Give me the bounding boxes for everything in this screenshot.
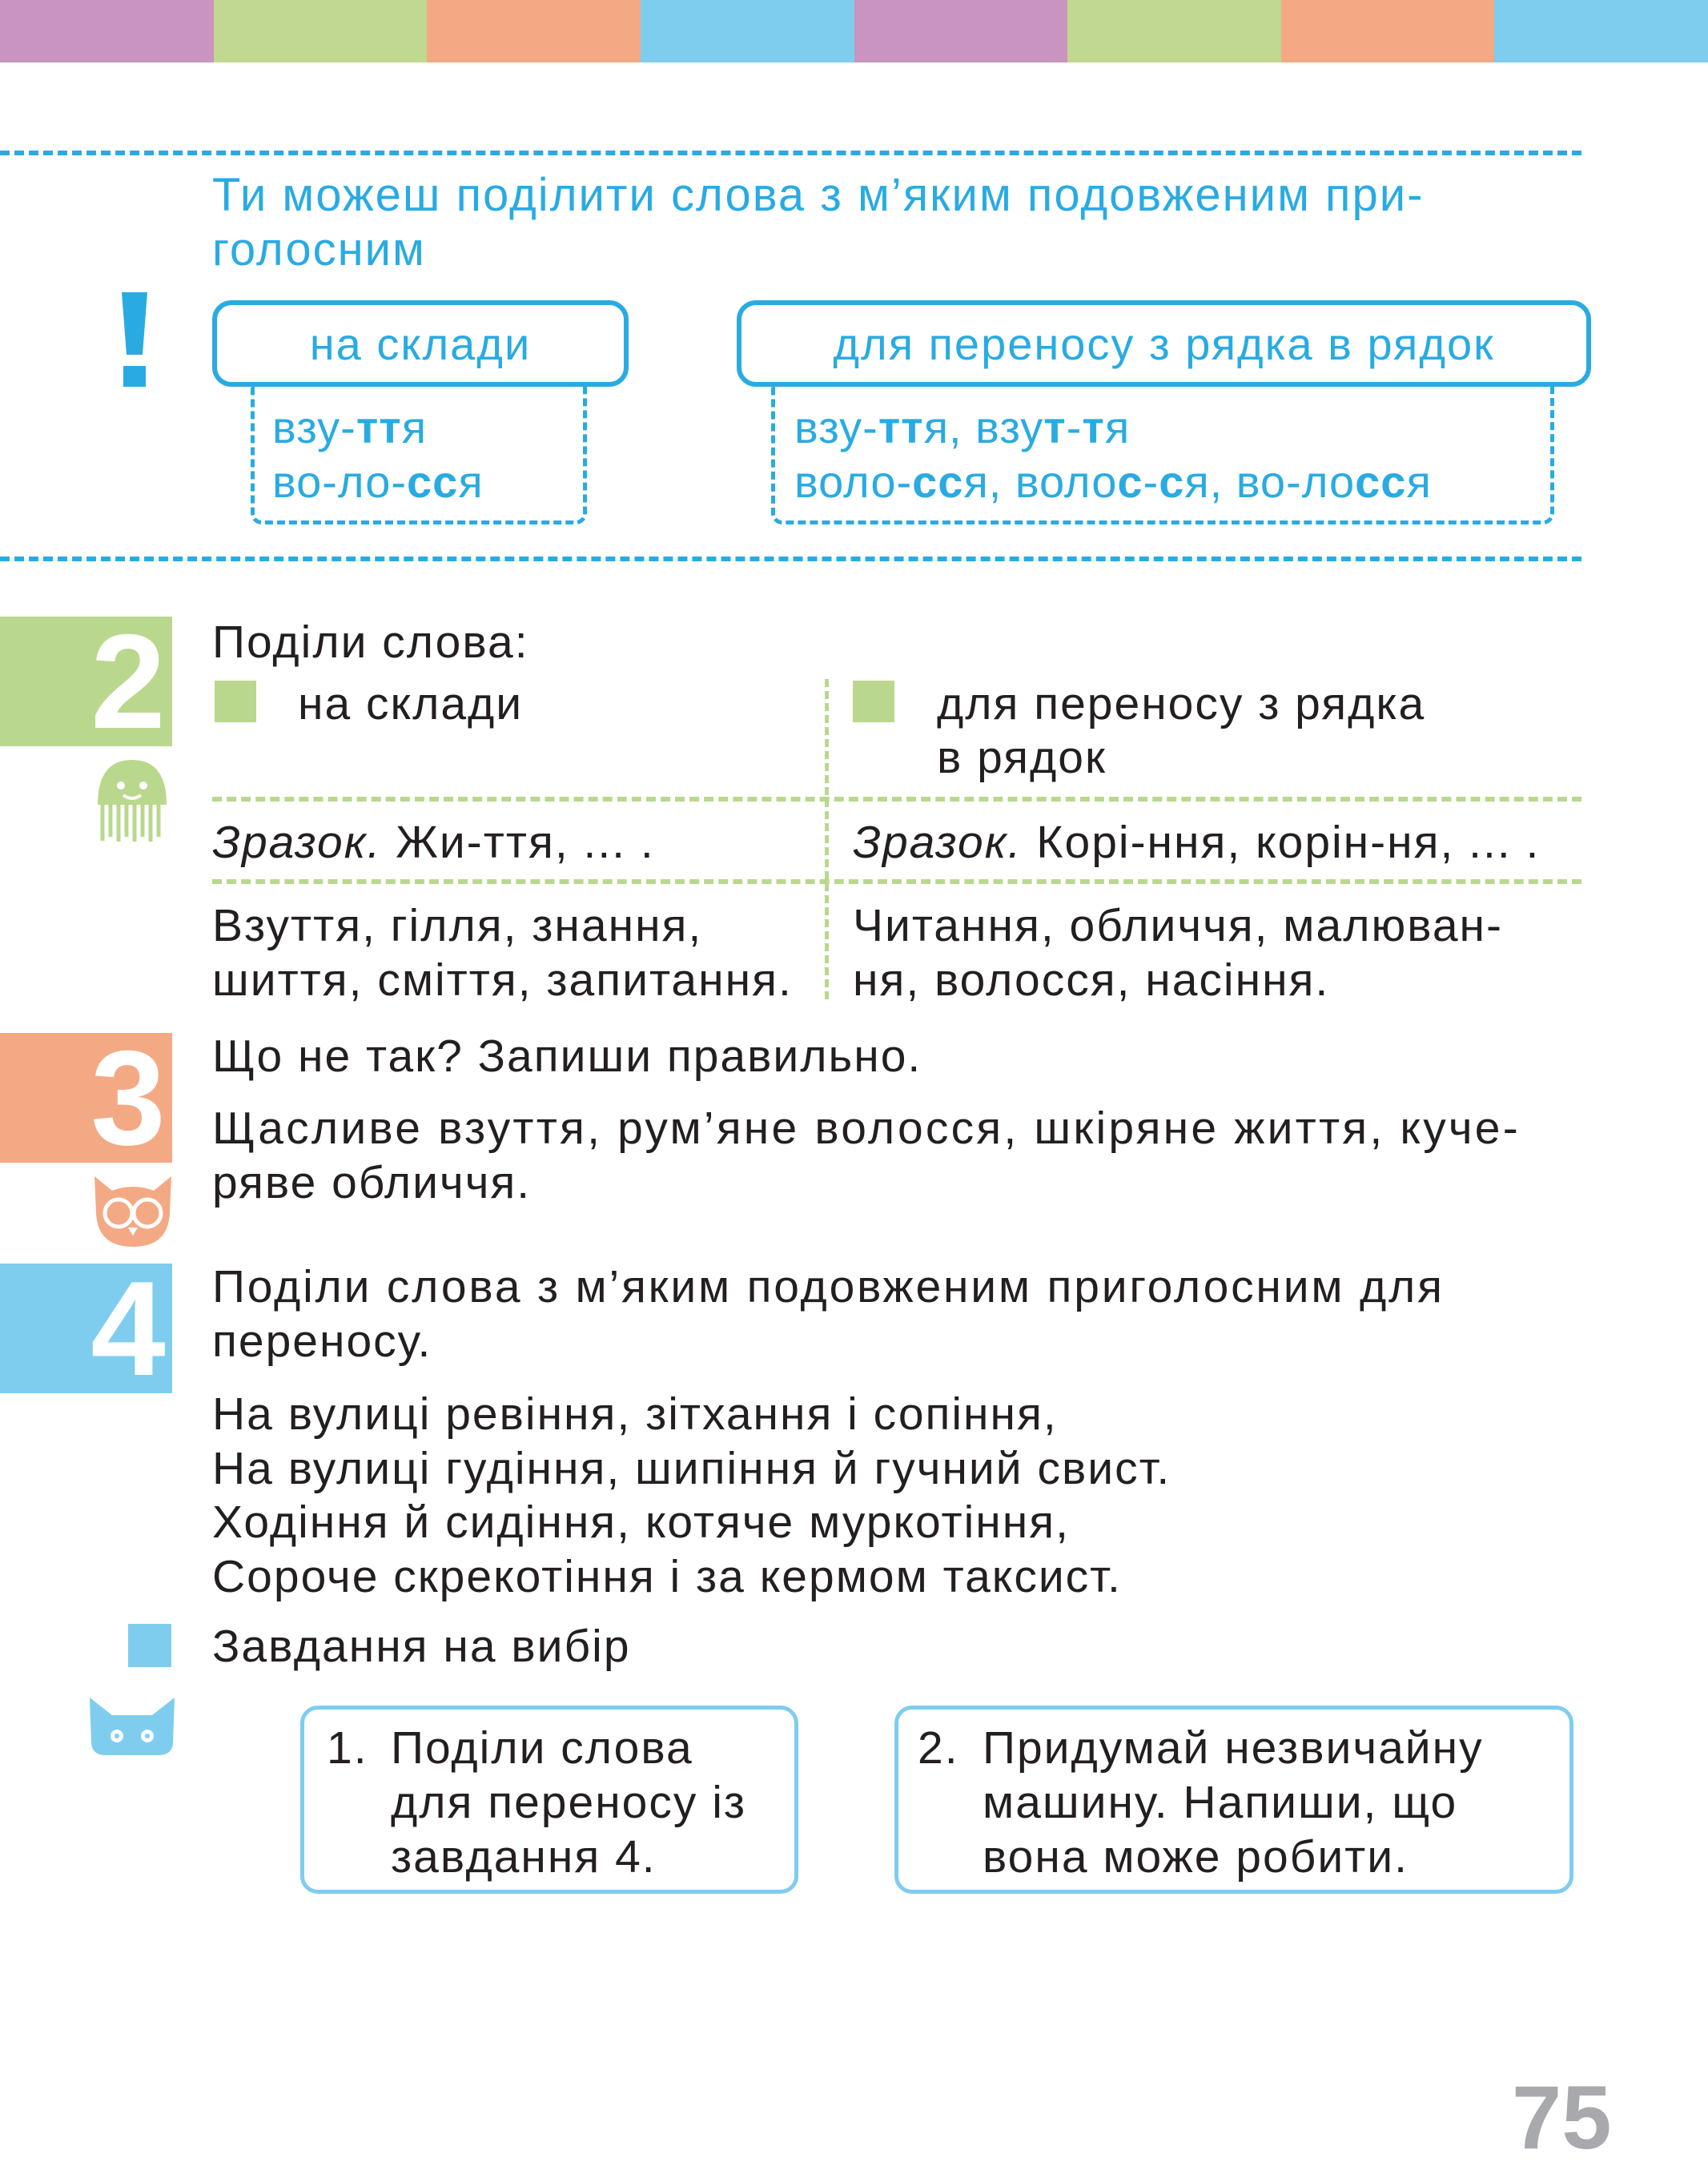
syllables-pill-label: на склади	[309, 318, 532, 369]
rule-bottom-border	[0, 557, 1581, 561]
task-2-right-words: ня, волосся, насіння.	[853, 954, 1330, 1006]
task-2-right-header: для переносу з рядка	[937, 678, 1426, 729]
rule-text-line: голосним	[212, 223, 426, 275]
option-text: машину. Напиши, що	[983, 1777, 1458, 1828]
color-stripe	[641, 0, 854, 62]
task-3-text: ряве обличчя.	[212, 1157, 532, 1208]
task-2-left-sample	[212, 815, 655, 870]
color-stripe	[0, 0, 214, 62]
example-text: я	[1104, 402, 1131, 452]
example-text: -	[1143, 456, 1159, 507]
owl-icon	[90, 1173, 176, 1250]
task-2-number-block	[0, 606, 172, 757]
task-3-number-block	[0, 1023, 172, 1173]
page-number: 75	[1512, 2067, 1612, 2168]
bold-letters: тт	[878, 402, 924, 452]
task-number: 2	[90, 606, 166, 757]
option-text: Придумай незвичайну	[983, 1722, 1484, 1774]
row-divider	[212, 797, 1581, 802]
jellyfish-icon	[94, 757, 171, 845]
syllables-pill	[212, 300, 629, 387]
task-3-title: Що не так? Запиши правильно.	[212, 1031, 922, 1082]
choice-option-2	[894, 1706, 1573, 1894]
task-4-title: Поділи слова з м’яким подовженим приголосним для	[212, 1261, 1445, 1312]
blue-square-marker	[128, 1624, 171, 1667]
example-text: взу-	[272, 402, 356, 452]
green-square-marker	[215, 681, 256, 722]
bold-letters: с	[1159, 456, 1185, 507]
task-2-right-sample	[853, 815, 1540, 870]
example-text: я, во-ло	[1184, 456, 1356, 507]
bold-letters: сс	[912, 456, 964, 507]
example-text: -	[1066, 402, 1083, 452]
task-4-title: переносу.	[212, 1316, 432, 1367]
example-text: я, взу	[923, 402, 1044, 452]
right-example-1	[794, 400, 1130, 455]
green-square-marker	[853, 681, 894, 722]
poem-line: На вулиці ревіння, зітхання і сопіння,	[212, 1388, 1058, 1440]
choice-option-1	[300, 1706, 798, 1894]
task-number: 4	[90, 1253, 166, 1404]
option-text: завдання 4.	[391, 1831, 657, 1883]
exclamation-icon	[120, 292, 149, 387]
color-stripe	[854, 0, 1068, 62]
option-number: 2.	[918, 1722, 959, 1774]
poem-line: На вулиці гудіння, шипіння й гучний свист.	[212, 1443, 1171, 1494]
hyphenation-pill	[737, 300, 1591, 387]
color-stripe	[427, 0, 641, 62]
color-stripe	[214, 0, 428, 62]
sample-label: Зразок.	[853, 817, 1023, 868]
bold-letters: сс	[1355, 456, 1407, 507]
color-stripe	[1494, 0, 1708, 62]
option-number: 1.	[327, 1722, 368, 1774]
example-text: я	[1406, 456, 1432, 507]
rule-text-line: Ти можеш поділити слова з м’яким подовженим при-	[212, 169, 1425, 221]
example-text: воло-	[794, 456, 913, 507]
sample-label: Зразок.	[212, 817, 382, 868]
example-text: я, воло	[963, 456, 1118, 507]
example-text: я	[401, 402, 428, 452]
left-example-1	[272, 400, 427, 455]
hyphenation-pill-label: для переносу з рядка в рядок	[833, 318, 1495, 369]
option-text: для переносу із	[391, 1777, 747, 1828]
task-2-left-words: шиття, сміття, запитання.	[212, 954, 793, 1006]
option-text: Поділи слова	[391, 1722, 693, 1774]
bold-letters: т	[1043, 402, 1067, 452]
bold-letters: сс	[407, 456, 459, 507]
bold-letters: с	[1117, 456, 1143, 507]
bold-letters: т	[1082, 402, 1105, 452]
example-text: взу-	[794, 402, 878, 452]
choice-title: Завдання на вибір	[212, 1621, 631, 1672]
color-stripe	[1067, 0, 1281, 62]
task-4-number-block	[0, 1253, 172, 1404]
task-3-text: Щасливе взуття, рум’яне волосся, шкіряне життя, куче-	[212, 1103, 1521, 1154]
poem-line: Ходіння й сидіння, котяче муркотіння,	[212, 1497, 1070, 1548]
color-stripe	[1281, 0, 1495, 62]
example-text: я	[458, 456, 484, 507]
column-divider	[825, 679, 829, 999]
task-2-right-words: Читання, обличчя, малюван-	[853, 900, 1504, 951]
option-text: вона може робити.	[983, 1831, 1409, 1883]
task-2-right-header: в рядок	[937, 732, 1107, 783]
poem-line: Сороче скрекотіння і за кермом таксист.	[212, 1551, 1122, 1602]
task-2-title: Поділи слова:	[212, 617, 529, 668]
cat-icon	[88, 1696, 176, 1757]
rule-text	[212, 168, 1573, 277]
right-example-2	[794, 455, 1432, 509]
task-number: 3	[90, 1023, 166, 1173]
rule-top-border	[0, 151, 1581, 155]
sample-text: Жи-ття, ... .	[396, 817, 655, 868]
bold-letters: тт	[356, 402, 402, 452]
sample-text: Корі-ння, корін-ня, ... .	[1036, 817, 1541, 868]
example-text: во-ло-	[272, 456, 408, 507]
task-2-left-words: Взуття, гілля, знання,	[212, 900, 703, 951]
row-divider	[212, 879, 1581, 884]
left-example-2	[272, 455, 484, 509]
task-2-left-header: на склади	[298, 678, 524, 729]
